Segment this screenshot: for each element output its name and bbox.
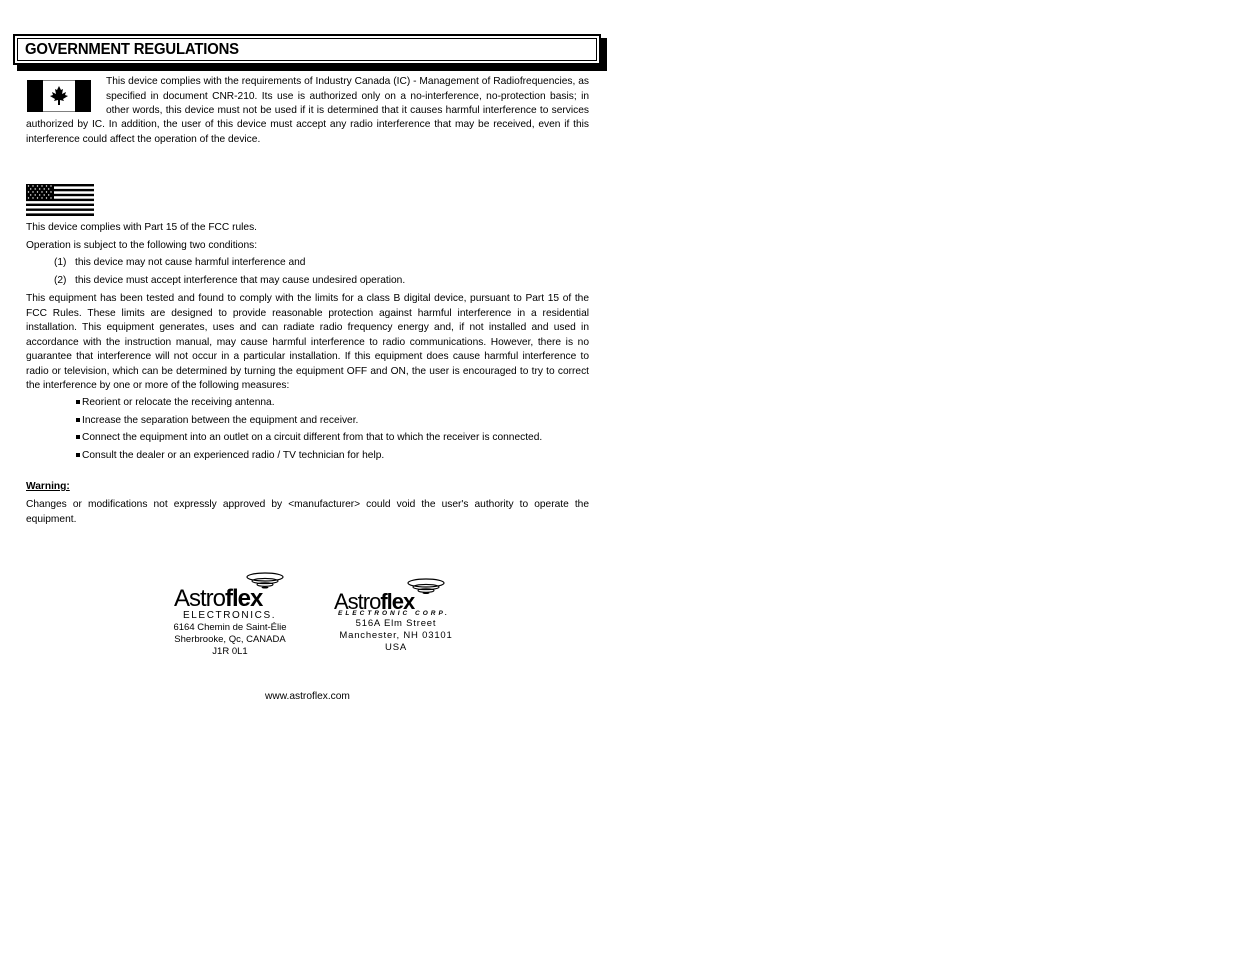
warning-paragraph <box>26 498 589 527</box>
fcc-conditions-intro: Operation is subject to the following two conditions: <box>26 240 258 251</box>
canada-line: interference could affect the operation of the device. <box>26 133 261 145</box>
canada-flag-icon <box>27 80 91 112</box>
fcc-line: guarantee that interference will not occur in a particular installation. If this equipment does cause harmful interference to <box>26 351 589 362</box>
measure-text: Connect the equipment into an outlet on a circuit different from that to which the receiver is connected. <box>82 432 543 443</box>
fcc-line: the interference by one or more of the following measures: <box>26 380 290 391</box>
bullet-square-icon <box>76 400 80 404</box>
canada-line: This device complies with the requirements of Industry Canada (IC) - Management of Radiofrequencies, as <box>106 76 589 87</box>
address-line: J1R 0L1 <box>212 646 248 657</box>
bullet-square-icon <box>76 453 80 457</box>
address-line: Sherbrooke, Qc, CANADA <box>174 634 286 645</box>
canada-paragraph-cont <box>26 118 589 147</box>
warning-heading: Warning: <box>26 481 70 492</box>
measure-text: Consult the dealer or an experienced radio / TV technician for help. <box>82 450 385 461</box>
measure-text: Reorient or relocate the receiving antenna. <box>82 397 275 408</box>
address-line: 516A Elm Street <box>355 618 437 629</box>
fcc-line: FCC Rules. These limits are designed to provide reasonable protection against harmful interference in a residential <box>26 307 589 319</box>
measure-text: Increase the separation between the equipment and receiver. <box>82 415 359 426</box>
canada-paragraph <box>106 75 589 119</box>
canada-address <box>150 622 310 658</box>
canada-line: specified in document CNR-210. Its use is authorized only on a no-interference, no-protection basis; in <box>106 90 589 102</box>
logo-wordmark: Astroflex <box>174 585 263 612</box>
section-title: GOVERNMENT REGULATIONS <box>25 41 239 58</box>
canada-line: other words, this device must not be used if it is determined that it causes harmful interference to services <box>106 105 589 116</box>
website-text: www.astroflex.com <box>265 691 350 702</box>
fcc-line: accordance with the instruction manual, may cause harmful interference to radio communications. However, there is no <box>26 336 589 348</box>
list-item <box>76 396 275 411</box>
condition-text: this device may not cause harmful interference and <box>75 257 306 268</box>
warning-line: equipment. <box>26 513 77 525</box>
fcc-compliance: This device complies with Part 15 of the FCC rules. <box>26 222 258 233</box>
list-item <box>76 449 384 464</box>
address-line: Manchester, NH 03101 <box>339 630 453 641</box>
condition-number: (1) <box>54 257 67 268</box>
fcc-line: This equipment has been tested and found to comply with the limits for a class B digital device, pursuant to Part 15 of the <box>26 293 589 304</box>
condition-text: this device must accept interference that may cause undesired operation. <box>75 275 406 286</box>
logo-subtitle: ELECTRONICS. <box>183 610 277 621</box>
fcc-paragraph <box>26 292 589 394</box>
list-item <box>76 414 358 429</box>
bullet-square-icon <box>76 435 80 439</box>
canada-line: authorized by IC. In addition, the user of this device must accept any radio interference that may be received, even if this <box>26 119 589 130</box>
logo-wordmark: Astroflex <box>334 589 415 614</box>
fcc-line: installation. This equipment generates, uses and can radiate radio frequency energy and, if not installed and used in <box>26 322 589 333</box>
condition-number: (2) <box>54 275 67 286</box>
astroflex-corp-logo <box>332 578 457 618</box>
section-header <box>13 34 601 65</box>
warning-line: Changes or modifications not expressly approved by <manufacturer> could void the user's authority to operate the <box>26 499 589 510</box>
bullet-square-icon <box>76 418 80 422</box>
usa-address <box>316 618 476 654</box>
address-line: 6164 Chemin de Saint-Élie <box>173 622 287 633</box>
address-line: USA <box>385 642 407 653</box>
list-item <box>76 431 542 446</box>
usa-flag-icon <box>26 184 94 216</box>
logo-subtitle: ELECTRONIC CORP. <box>338 610 450 617</box>
fcc-line: radio or television, which can be determined by turning the equipment OFF and ON, the user is encouraged to try to correct <box>26 365 589 377</box>
astroflex-electronics-logo <box>170 572 295 622</box>
